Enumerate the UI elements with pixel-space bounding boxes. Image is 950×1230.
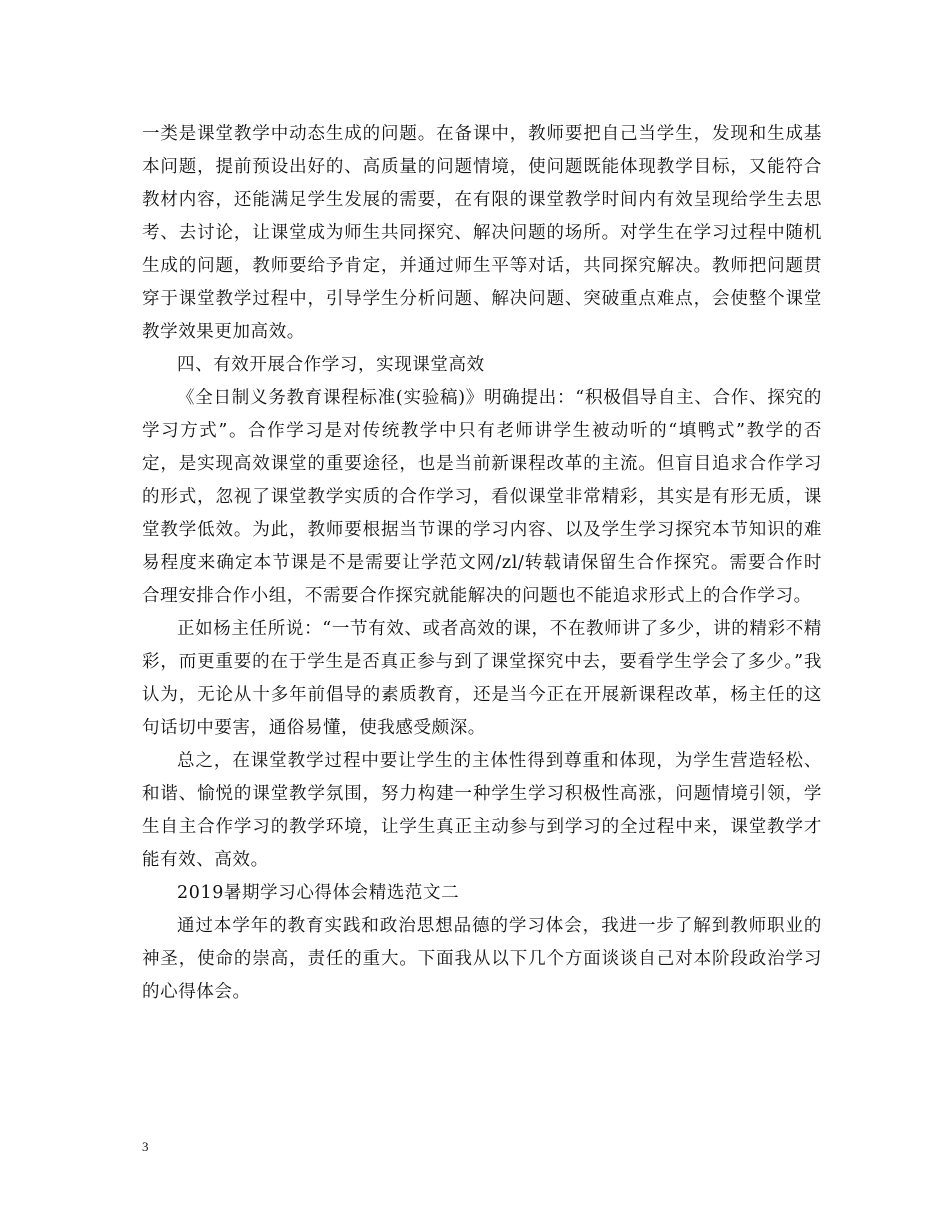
paragraph-dynamic-questions: 一类是课堂教学中动态生成的问题。在备课中，教师要把自己当学生，发现和生成基本问题，提前预设出好的、高质量的问题情境，使问题既能体现教学目标，又能符合教材内容，还能满足学生发展的需要，在有限的课堂教学时间内有效呈现给学生去思考、去讨论，让课堂成为师生共同探究、解决问题的场所。对学生在学习过程中随机生成的问题，教师要给予肯定，并通过师生平等对话，共同探究解决。教师把问题贯穿于课堂教学过程中，引导学生分析问题、解决问题、突破重点难点，会使整个课堂教学效果更加高效。 (142, 124, 822, 342)
document-body (142, 118, 822, 1009)
paragraph-director-quote: 正如杨主任所说：“一节有效、或者高效的课，不在教师讲了多少，讲的精彩不精彩，而更重要的在于学生是否真正参与到了课堂探究中去，要看学生学会了多少。”我认为，无论从十多年前倡导的素质教育，还是当今正在开展新课程改革，杨主任的这句话切中要害，通俗易懂，使我感受颇深。 (142, 619, 822, 738)
section-heading-cooperative-learning: 四、有效开展合作学习，实现课堂高效 (177, 355, 485, 375)
paragraph-curriculum-standard: 《全日制义务教育课程标准(实验稿)》明确提出：“积极倡导自主、合作、探究的学习方式”。合作学习是对传统教学中只有老师讲学生被动听的“填鸭式”教学的否定，是实现高效课堂的重要途径，也是当前新课程改革的主流。但盲目追求合作学习的形式，忽视了课堂教学实质的合作学习，看似课堂非常精彩，其实是有形无质，课堂教学低效。为此，教师要根据当节课的学习内容、以及学生学习探究本节知识的难易程度来确定本节课是不是需要让学范文网/zl/转载请保留生合作探究。需要合作时合理安排合作小组，不需要合作探究就能解决的问题也不能追求形式上的合作学习。 (142, 388, 822, 606)
essay-two-title: 2019暑期学习心得体会精选范文二 (177, 883, 460, 903)
paragraph-essay-two-intro: 通过本学年的教育实践和政治思想品德的学习体会，我进一步了解到教师职业的神圣，使命的崇高，责任的重大。下面我从以下几个方面谈谈自己对本阶段政治学习的心得体会。 (142, 916, 822, 1002)
paragraph-conclusion: 总之，在课堂教学过程中要让学生的主体性得到尊重和体现，为学生营造轻松、和谐、愉悦的课堂教学氛围，努力构建一种学生学习积极性高涨，问题情境引领，学生自主合作学习的教学环境，让学生真正主动参与到学习的全过程中来，课堂教学才能有效、高效。 (142, 751, 822, 870)
page-number: 3 (142, 1139, 149, 1154)
